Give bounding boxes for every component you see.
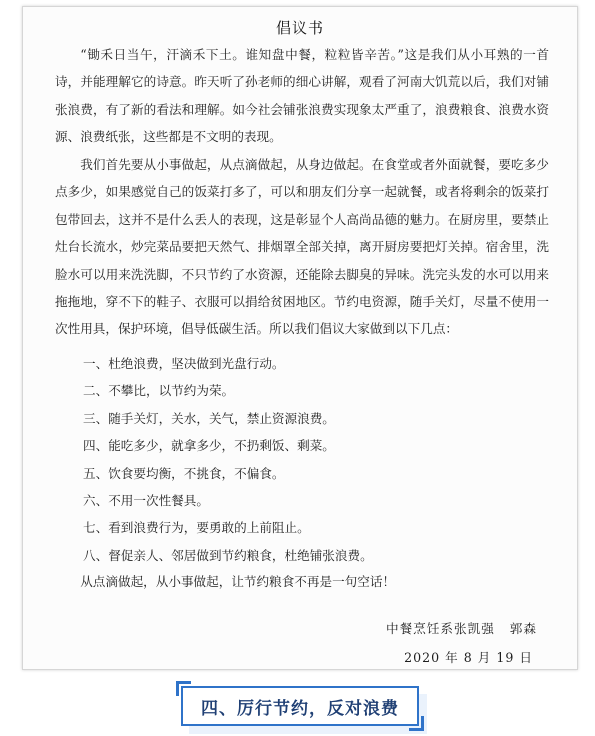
list-item: 六、不用一次性餐具。 bbox=[83, 492, 209, 508]
corner-mark-decoration bbox=[409, 716, 424, 731]
list-item: 四、能吃多少，就拿多少，不扔剩饭、剩菜。 bbox=[83, 438, 335, 454]
section-heading-banner bbox=[181, 686, 419, 726]
list-item: 八、督促亲人、邻居做到节约粮食，杜绝铺张浪费。 bbox=[83, 547, 373, 563]
list-item: 一、杜绝浪费，坚决做到光盘行动。 bbox=[83, 356, 285, 371]
section-heading: 四、厉行节约，反对浪费 bbox=[201, 698, 399, 719]
signature: 中餐烹饪系张凯强 郭森 bbox=[386, 621, 537, 636]
closing-line: 从点滴做起，从小事做起，让节约粮食不再是一句空话！ bbox=[80, 574, 396, 589]
corner-mark-decoration bbox=[176, 681, 191, 696]
proposal-list bbox=[83, 350, 553, 569]
list-item: 七、看到浪费行为，要勇敢的上前阻止。 bbox=[83, 520, 310, 536]
letter-date: 2020 年 8 月 19 日 bbox=[404, 650, 533, 665]
paragraph-intro: “锄禾日当午，汗滴禾下土。谁知盘中餐，粒粒皆辛苦。”这是我们从小耳熟的一首诗，并能理解它的诗意。昨天听了孙老师的细心讲解，观看了河南大饥荒以后，我们对铺张浪费，有了新的看法和理解。如今社会铺张浪费实现象太严重了，浪费粮食、浪费水资源、浪费纸张，这些都是不文明的表现。 bbox=[55, 47, 549, 145]
paragraph-body: 我们首先要从小事做起，从点滴做起，从身边做起。在食堂或者外面就餐，要吃多少点多少，如果感觉自己的饭菜打多了，可以和朋友们分享一起就餐，或者将剩余的饭菜打包带回去，这并不是什么丢人的表现，这是彰显个人高尚品德的魅力。在厨房里，要禁止灶台长流水，炒完菜品要把天然气、排烟罩全部关掉，离开厨房要把灯关掉。宿舍里，洗脸水可以用来洗洗脚，不只节约了水资源，还能除去脚臭的异味。洗完头发的水可以用来拖拖地，穿不下的鞋子、衣服可以捐给贫困地区。节约电资源，随手关灯，尽量不使用一次性用具，保护环境，倡导低碳生活。所以我们倡议大家做到以下几点： bbox=[55, 157, 549, 337]
list-item: 五、饮食要均衡，不挑食，不偏食。 bbox=[83, 465, 285, 481]
letter-title: 倡议书 bbox=[275, 19, 324, 37]
list-item: 二、不攀比，以节约为荣。 bbox=[83, 383, 235, 399]
proposal-letter bbox=[22, 6, 578, 670]
list-item: 三、随手关灯，关水，关气，禁止资源浪费。 bbox=[83, 410, 335, 426]
